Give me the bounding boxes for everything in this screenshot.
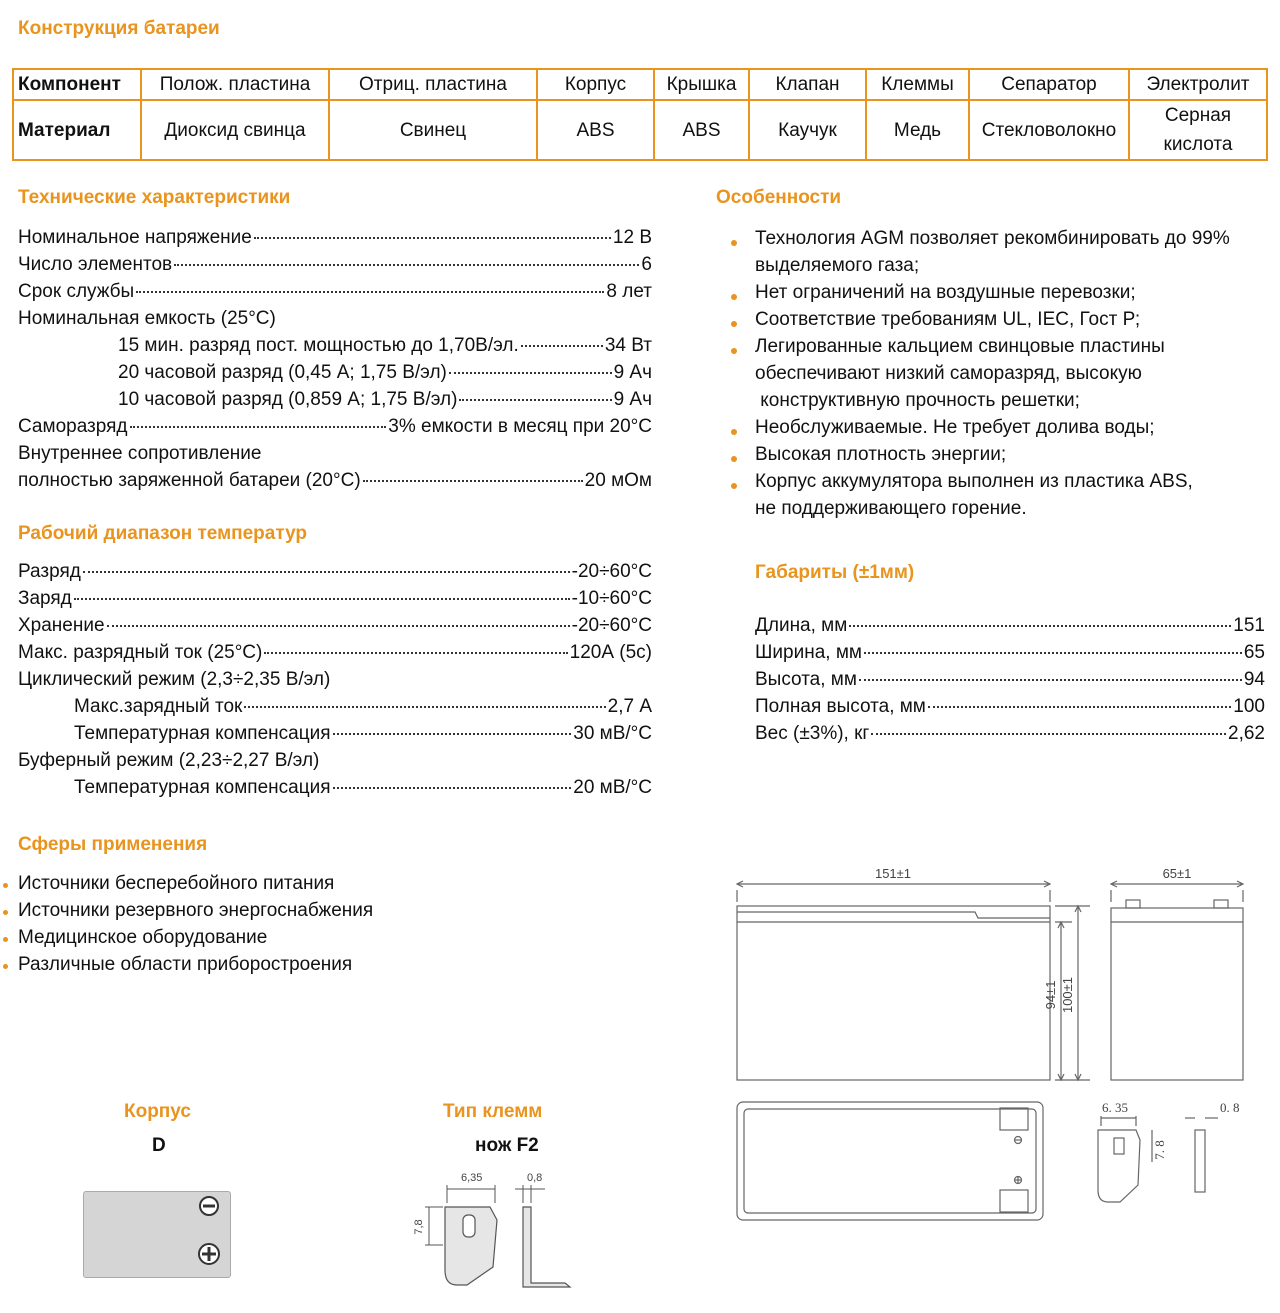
spec-value: 94 — [1243, 669, 1265, 690]
case-type: D — [152, 1135, 166, 1156]
spec-row — [18, 641, 652, 665]
bullet-icon — [731, 483, 737, 489]
spec-row — [74, 776, 652, 800]
feature-line: не поддерживающего горение. — [755, 498, 1027, 519]
spec-value: 3% емкости в месяц при 20°С — [388, 416, 652, 437]
spec-row — [18, 280, 652, 304]
term-width-label: 6. 35 — [1102, 1100, 1128, 1115]
table-header-cell: Полож. пластина — [141, 69, 329, 100]
bullet-icon — [731, 348, 737, 354]
spec-value: 120А (5с) — [569, 642, 652, 663]
terminal-type: нож F2 — [475, 1135, 539, 1156]
feature-line: выделяемого газа; — [755, 255, 920, 276]
spec-value: 9 Ач — [613, 362, 652, 383]
term-height-label: 7. 8 — [1152, 1140, 1167, 1160]
feature-line: Высокая плотность энергии; — [755, 444, 1007, 465]
spec-value: 30 мВ/°С — [573, 723, 652, 744]
table-cell: Каучук — [749, 100, 866, 160]
spec-row — [74, 695, 652, 719]
spec-row — [18, 253, 652, 277]
feature-line: обеспечивают низкий саморазряд, высокую — [755, 363, 1142, 384]
terminal-height-label: 7,8 — [413, 1219, 425, 1235]
spec-label: Макс.зарядный ток — [74, 696, 243, 717]
construction-table — [12, 68, 1268, 161]
spec-value: -20÷60°С — [571, 561, 652, 582]
spec-value: 2,62 — [1228, 723, 1265, 744]
spec-label: Макс. разрядный ток (25°С) — [18, 642, 263, 663]
dim-height-label: 94±1 — [1043, 980, 1058, 1010]
dim-width-label: 65±1 — [1162, 866, 1192, 881]
table-header-cell: Клеммы — [866, 69, 969, 100]
bullet-icon — [731, 456, 737, 462]
list-item: Источники бесперебойного питания — [18, 873, 335, 894]
spec-label: Температурная компенсация — [74, 723, 331, 744]
feature-line: конструктивную прочность решетки; — [755, 390, 1080, 411]
cyclic-title: Циклический режим (2,3÷2,35 В/эл) — [18, 669, 331, 690]
feature-line: Нет ограничений на воздушные перевозки; — [755, 282, 1136, 303]
specs-title: Технические характеристики — [18, 187, 291, 208]
feature-line: Необслуживаемые. Не требует долива воды; — [755, 417, 1155, 438]
spec-label: Полная высота, мм — [755, 696, 926, 717]
spec-label: 10 часовой разряд (0,859 А; 1,75 В/эл) — [118, 389, 458, 410]
feature-line: Легированные кальцием свинцовые пластины — [755, 336, 1165, 357]
spec-row — [755, 614, 1265, 638]
features-title: Особенности — [716, 187, 842, 208]
table-header-cell: Компонент — [13, 69, 141, 100]
terminal-drawing — [405, 1165, 585, 1310]
spec-row — [755, 695, 1265, 719]
table-cell: Материал — [13, 100, 141, 160]
spec-label: Вес (±3%), кг — [755, 723, 870, 744]
bullet-icon — [731, 429, 737, 435]
spec-label: 20 часовой разряд (0,45 А; 1,75 В/эл) — [118, 362, 447, 383]
spec-value: -20÷60°С — [571, 615, 652, 636]
spec-row — [18, 614, 652, 638]
spec-label: Температурная компенсация — [74, 777, 331, 798]
table-cell: ABS — [654, 100, 749, 160]
spec-value: 2,7 А — [607, 696, 652, 717]
spec-value: 100 — [1233, 696, 1265, 717]
battery-drawing — [700, 850, 1280, 1230]
capacity-title: Номинальная емкость (25°С) — [18, 308, 276, 329]
spec-label: Заряд — [18, 588, 72, 609]
resistance-title: Внутреннее сопротивление — [18, 443, 262, 464]
spec-label: Номинальное напряжение — [18, 227, 252, 248]
table-header-cell: Крышка — [654, 69, 749, 100]
spec-value: 12 В — [612, 227, 652, 248]
terminal-title: Тип клемм — [443, 1101, 543, 1122]
table-cell: ABS — [537, 100, 654, 160]
bullet-icon — [3, 883, 8, 888]
top-view-outline — [737, 1102, 1043, 1220]
list-item: Различные области приборостроения — [18, 954, 353, 975]
spec-row — [755, 668, 1265, 692]
dimensions-title: Габариты (±1мм) — [755, 562, 915, 583]
terminal-width-label: 6,35 — [461, 1172, 483, 1184]
terminal-side-outline — [523, 1207, 570, 1287]
terminal-front-outline — [1098, 1130, 1140, 1202]
bullet-icon — [3, 964, 8, 969]
table-cell: Медь — [866, 100, 969, 160]
side-view-outline — [1111, 908, 1243, 1080]
spec-row — [18, 415, 652, 439]
spec-label: Саморазряд — [18, 416, 128, 437]
spec-label: Срок службы — [18, 281, 135, 302]
spec-label: Хранение — [18, 615, 105, 636]
table-cell: Стекловолокно — [969, 100, 1129, 160]
spec-row — [118, 334, 652, 358]
feature-line: Соответствие требованиям UL, IEC, Гост Р; — [755, 309, 1141, 330]
spec-value: 9 Ач — [613, 389, 652, 410]
table-cell: Свинец — [329, 100, 537, 160]
term-thickness-label: 0. 8 — [1220, 1100, 1240, 1115]
table-cell: Серная кислота — [1129, 100, 1267, 160]
spec-value: 65 — [1243, 642, 1265, 663]
table-cell: Диоксид свинца — [141, 100, 329, 160]
bullet-icon — [731, 321, 737, 327]
bullet-icon — [3, 910, 8, 915]
construction-title: Конструкция батареи — [18, 18, 220, 39]
table-header-cell: Отриц. пластина — [329, 69, 537, 100]
front-view-outline — [737, 906, 1050, 1080]
spec-value: 6 — [641, 254, 652, 275]
dim-length-label: 151±1 — [874, 866, 912, 881]
spec-value: 8 лет — [606, 281, 652, 302]
spec-label: 15 мин. разряд пост. мощностью до 1,70В/эл. — [118, 335, 519, 356]
table-header-cell: Клапан — [749, 69, 866, 100]
spec-label: Число элементов — [18, 254, 173, 275]
spec-row — [755, 641, 1265, 665]
feature-line: Корпус аккумулятора выполнен из пластика ABS, — [755, 471, 1193, 492]
list-item: Источники резервного энергоснабжения — [18, 900, 374, 921]
terminal-thickness-label: 0,8 — [527, 1172, 543, 1184]
dim-full-height-label: 100±1 — [1060, 976, 1075, 1014]
bullet-icon — [3, 937, 8, 942]
spec-row — [118, 388, 652, 412]
spec-row — [118, 361, 652, 385]
spec-row — [74, 722, 652, 746]
spec-label: полностью заряженной батареи (20°С) — [18, 470, 361, 491]
spec-label: Разряд — [18, 561, 81, 582]
table-header-cell: Электролит — [1129, 69, 1267, 100]
float-title: Буферный режим (2,23÷2,27 В/эл) — [18, 750, 320, 771]
feature-line: Технология AGM позволяет рекомбинировать до 99% — [755, 228, 1230, 249]
spec-value: -10÷60°С — [571, 588, 652, 609]
spec-value: 151 — [1233, 615, 1265, 636]
bullet-icon — [731, 240, 737, 246]
spec-row — [18, 587, 652, 611]
spec-row — [18, 226, 652, 250]
applications-title: Сферы применения — [18, 834, 208, 855]
spec-value: 34 Вт — [604, 335, 652, 356]
bullet-icon — [731, 294, 737, 300]
spec-value: 20 мВ/°С — [573, 777, 652, 798]
list-item: Медицинское оборудование — [18, 927, 268, 948]
case-title: Корпус — [124, 1101, 191, 1122]
case-icon — [83, 1191, 231, 1278]
table-header-cell: Сепаратор — [969, 69, 1129, 100]
temps-title: Рабочий диапазон температур — [18, 523, 308, 544]
table-header-cell: Корпус — [537, 69, 654, 100]
spec-label: Высота, мм — [755, 669, 857, 690]
spec-label: Ширина, мм — [755, 642, 862, 663]
spec-row — [18, 469, 652, 493]
spec-value: 20 мОм — [584, 470, 652, 491]
spec-row — [755, 722, 1265, 746]
spec-row — [18, 560, 652, 584]
spec-label: Длина, мм — [755, 615, 848, 636]
